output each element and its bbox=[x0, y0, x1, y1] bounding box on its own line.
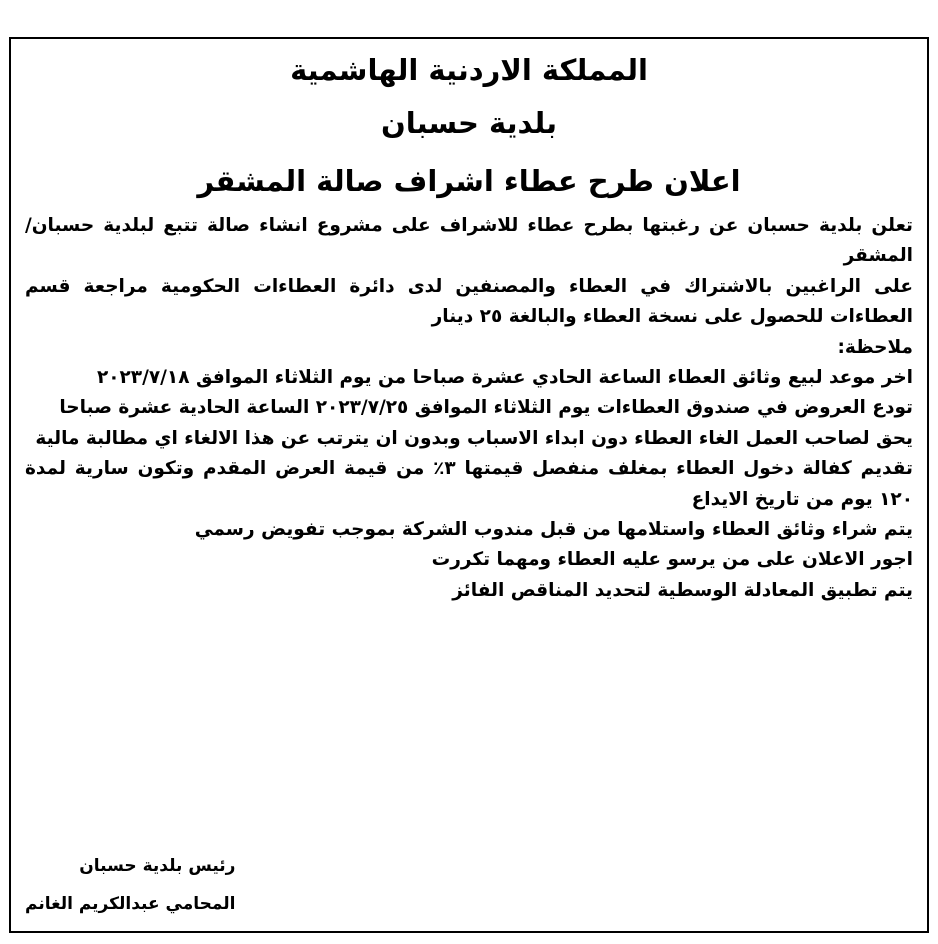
signature-block bbox=[25, 847, 235, 923]
signature-title: رئيس بلدية حسبان bbox=[79, 856, 236, 876]
note-label: ملاحظة: bbox=[837, 336, 913, 358]
paragraph-ad-fees: اجور الاعلان على من يرسو عليه العطاء ومهما تكررت bbox=[431, 549, 913, 571]
signature-name: المحامي عبدالكريم الغانم bbox=[25, 894, 236, 914]
paragraph-submission: تودع العروض في صندوق العطاءات يوم الثلاثاء الموافق ٢٠٢٣/٧/٢٥ الساعة الحادية عشرة صباحا bbox=[59, 397, 913, 419]
paragraph-bid-bond: تقديم كفالة دخول العطاء بمغلف منفصل قيمتها ٣٪ من قيمة العرض المقدم وتكون سارية لمدة ١٢٠ يوم من تاريخ الايداع bbox=[25, 458, 913, 510]
announcement-body bbox=[25, 211, 913, 606]
paragraph-cancellation: يحق لصاحب العمل الغاء العطاء دون ابداء الاسباب وبدون ان يترتب عن هذا الالغاء اي مطالبة مالية bbox=[35, 427, 913, 449]
announcement-title: اعلان طرح عطاء اشراف صالة المشقر bbox=[197, 164, 741, 198]
paragraph-eligibility: على الراغبين بالاشتراك في العطاء والمصنفين لدى دائرة العطاءات الحكومية مراجعة قسم العطاءات للحصول على نسخة العطاء والبالغة ٢٥ دينار bbox=[25, 275, 913, 328]
kingdom-title: المملكة الاردنية الهاشمية bbox=[290, 53, 648, 87]
announcement-frame bbox=[9, 37, 929, 933]
paragraph-intro: تعلن بلدية حسبان عن رغبتها بطرح عطاء للاشراف على مشروع انشاء صالة تتبع لبلدية حسبان/ المشقر bbox=[25, 215, 913, 267]
paragraph-formula: يتم تطبيق المعادلة الوسطية لتحديد المناقص الفائز bbox=[452, 579, 913, 601]
paragraph-purchase: يتم شراء وثائق العطاء واستلامها من قبل مندوب الشركة بموجب تفويض رسمي bbox=[194, 519, 913, 541]
municipality-title: بلدية حسبان bbox=[381, 106, 557, 140]
paragraph-sale-deadline: اخر موعد لبيع وثائق العطاء الساعة الحادي عشرة صباحا من يوم الثلاثاء الموافق ٢٠٢٣/٧/١٨ bbox=[96, 367, 913, 389]
